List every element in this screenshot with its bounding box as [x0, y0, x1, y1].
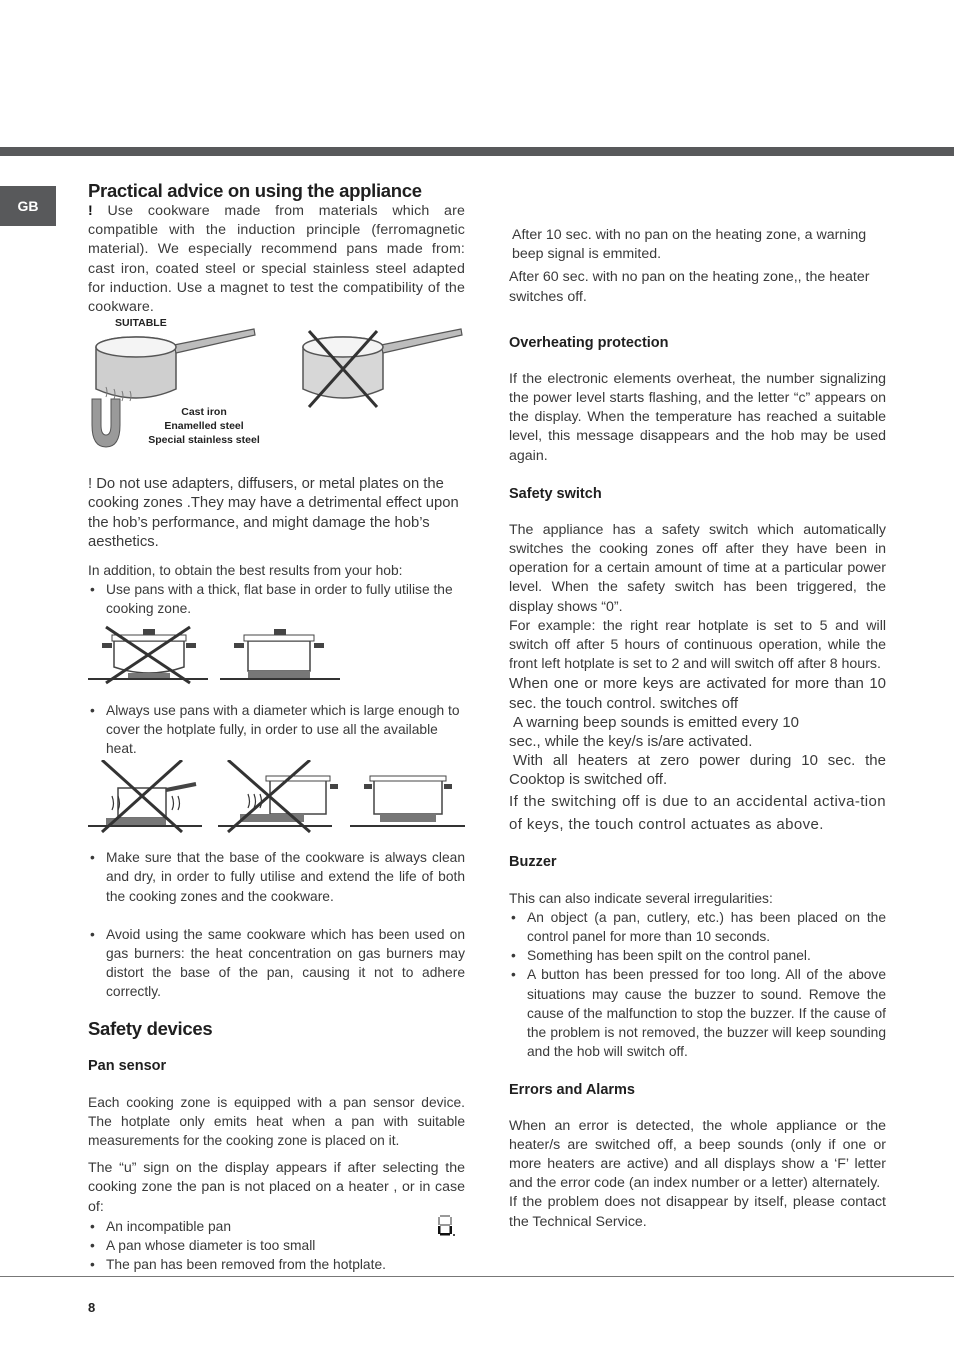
- pan-sensor-paragraph-1: Each cooking zone is equipped with a pan sensor device. The hotplate only emits heat when a pan with suitable measurements for the cooking zone is placed on it.: [88, 1094, 465, 1149]
- safety-switch-paragraph-4: A warning beep sounds is emitted every 10 sec., while the key/s is/are activated.: [509, 713, 800, 751]
- right-column: [509, 226, 886, 1232]
- tips-list-3: [88, 848, 465, 1001]
- suitable-label: SUITABLE: [115, 317, 167, 330]
- section-title-practical-advice: Practical advice on using the appliance: [88, 180, 422, 201]
- tips-list-2: [88, 701, 465, 759]
- subheading-buzzer: Buzzer: [509, 853, 557, 870]
- list-item: • An incompatible pan: [88, 1217, 465, 1236]
- intro-paragraph: [88, 202, 465, 317]
- buzzer-list: [509, 908, 886, 1062]
- pan-sensor-list: [88, 1217, 465, 1275]
- correct-pan-icon: [350, 776, 465, 826]
- list-item: • Avoid using the same cookware which has been used on gas burners: the heat concentration on gas burners may distort the base of the pan, causing it not to adhere correctly.: [88, 925, 465, 1002]
- addition-text: In addition, to obtain the best results from your hob:: [88, 563, 403, 579]
- list-item: • An object (a pan, cutlery, etc.) has been placed on the control panel for more than 10 seconds.: [509, 908, 886, 946]
- material-item: Special stainless steel: [148, 434, 260, 447]
- overheating-paragraph: If the electronic elements overheat, the number signalizing the power level starts flashing, and the letter “c” appears on the display. When the temperature has reached a suitable level, this message disappears and the hob may be used again.: [509, 370, 886, 464]
- safety-switch-paragraph-3: When one or more keys are activated for more than 10 sec. the touch control. switches off: [509, 675, 886, 712]
- safety-switch-paragraph-2: For example: the right rear hotplate is set to 5 and will switch off after 5 hours of continuous operation, while the front left hotplate is set to 2 and will switch off after 8 hours.: [509, 617, 886, 673]
- suitable-cookware-figure: [88, 317, 465, 465]
- errors-paragraph-2: If the problem does not disappear by itself, please contact the Technical Service.: [509, 1194, 886, 1230]
- page-number: 8: [88, 1300, 96, 1315]
- pan-diameter-figure: [88, 760, 465, 838]
- pan-sensor-list-wrap: [88, 1217, 465, 1275]
- bottom-rule: [0, 1276, 954, 1277]
- buzzer-intro: This can also indicate several irregularities:: [509, 890, 773, 906]
- magnet-icon: [92, 399, 120, 447]
- flat-pan-icon: [220, 629, 340, 679]
- subheading-safety-switch: Safety switch: [509, 485, 602, 502]
- no-pan-warning-paragraph: After 10 sec. with no pan on the heating zone, a warning beep signal is emmited.: [512, 227, 867, 263]
- list-item: • Use pans with a thick, flat base in order to fully utilise the cooking zone.: [88, 580, 465, 618]
- material-item: Cast iron: [181, 406, 227, 419]
- flat-base-figure: [88, 621, 465, 687]
- warning-mark: !: [88, 203, 93, 219]
- no-pan-switchoff-paragraph: After 60 sec. with no pan on the heating zone,, the heater switches off.: [509, 269, 870, 305]
- list-item: • Make sure that the base of the cookware is always clean and dry, in order to fully utilise and extend the life of both the cooking zones and the cookware.: [88, 848, 465, 906]
- language-tab: GB: [0, 186, 56, 226]
- offset-pan-icon: [218, 760, 338, 832]
- warped-pan-icon: [88, 627, 208, 683]
- list-item: • Always use pans with a diameter which is large enough to cover the hotplate fully, in order to use all the available heat.: [88, 701, 465, 759]
- adapter-warning: ! Do not use adapters, diffusers, or metal plates on the cooking zones .They may have a detrimental effect upon the hob’s performance, and might damage the hob’s aesthetics.: [88, 476, 459, 550]
- list-item: • A button has been pressed for too long. All of the above situations may cause the buzzer to sound. Remove the cause of the malfunction to stop the buzzer. If the cause of the problem is not removed, the buzzer will keep sounding and the hob will switch off.: [509, 965, 886, 1061]
- safety-switch-paragraph-1: The appliance has a safety switch which automatically switches the cooking zones off after they have been in operation for a certain amount of time at a particular power level. When the safety switch has been triggered, the display shows “0”.: [509, 521, 886, 615]
- errors-paragraph-1: When an error is detected, the whole appliance or the heater/s are switched off, a beep sounds (only if one or more heaters are active) and all displays show a ‘F’ letter and the error code (an index number or a letter) alternately.: [509, 1117, 886, 1192]
- safety-switch-paragraph-6: If the switching off is due to an accidental activa-tion of keys, the touch control actuates as above.: [509, 792, 886, 833]
- intro-text: Use cookware made from materials which are compatible with the induction principle (ferromagnetic material). We especially recommend pans made from: cast iron, coated steel or special stainless steel adapted for induction. Use a magnet to test the compatibility of the cookware.: [88, 203, 465, 316]
- safety-switch-paragraph-5: With all heaters at zero power during 10 sec. the Cooktop is switched off.: [509, 752, 886, 789]
- section-title-safety-devices: Safety devices: [88, 1017, 213, 1039]
- list-item: • Something has been spilt on the control panel.: [509, 946, 886, 965]
- display-u-icon: [436, 1213, 456, 1239]
- top-rule: [0, 147, 954, 156]
- subheading-errors-alarms: Errors and Alarms: [509, 1081, 635, 1098]
- tips-list-1: [88, 580, 465, 618]
- material-item: Enamelled steel: [164, 420, 244, 433]
- subheading-pan-sensor: Pan sensor: [88, 1057, 167, 1074]
- pan-sensor-paragraph-2: The “u” sign on the display appears if after selecting the cooking zone the pan is not placed on a heater , or in case of:: [88, 1160, 465, 1215]
- materials-list: [124, 405, 284, 447]
- list-item: • A pan whose diameter is too small: [88, 1236, 465, 1255]
- small-pan-icon: [88, 760, 202, 832]
- list-item: • The pan has been removed from the hotplate.: [88, 1255, 465, 1274]
- suitable-pan-icon: [96, 329, 255, 401]
- left-column: [88, 180, 465, 1275]
- subheading-overheating: Overheating protection: [509, 334, 669, 351]
